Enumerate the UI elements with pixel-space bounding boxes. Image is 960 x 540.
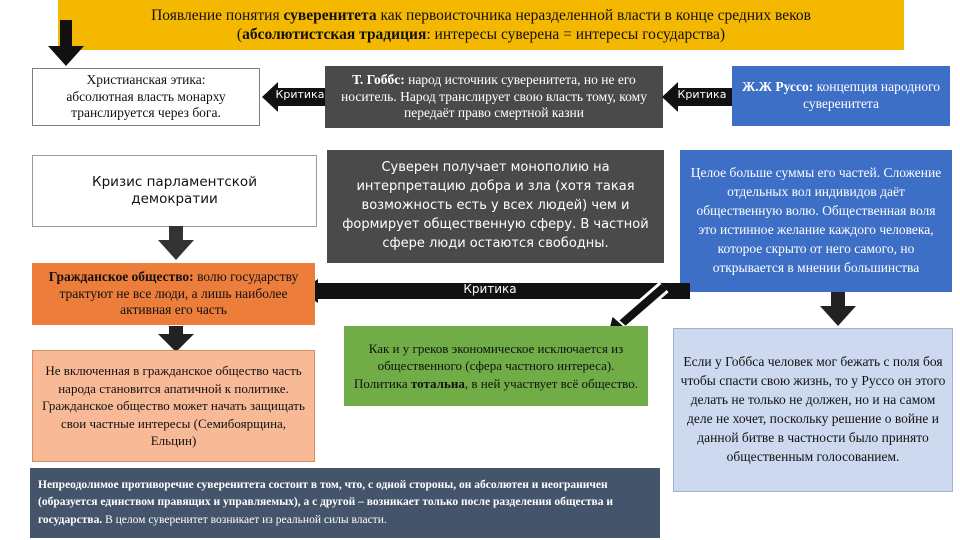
whole-sum-box (680, 150, 952, 292)
conclusion-box (30, 468, 660, 538)
civil-society-box (32, 263, 315, 325)
parliament-crisis-text: Кризис парламентской демократии (92, 174, 257, 207)
arrow-down-icon (158, 226, 194, 262)
sovereign-monopoly-text: Суверен получает монополию на интерпретацию добра и зла (хотя такая возможность есть у всех людей) чем и формирует общественную сферу. В частной сфере люди остаются свободны. (342, 160, 649, 251)
whole-sum-text: Целое больше суммы его частей. Сложение отдельных вол индивидов даёт общественную волю. Общественная воля это истинное желание каждого человека, которое скрыто от него самого, но открывается в мнении большинства (690, 165, 942, 275)
critique-label-1: Критика (275, 88, 325, 101)
arrow-down-icon (48, 20, 84, 68)
rousseau-text: Ж.Ж Руссо: концепция народного суверенитета (741, 79, 941, 111)
greeks-box (344, 326, 648, 406)
civil-society-text: Гражданское общество: волю государству трактуют не все люди, а лишь наиболее активная его часть (48, 268, 299, 318)
critique-label-3: Критика (463, 282, 517, 296)
not-included-text: Не включенная в гражданское общество часть народа становится апатичной к политике. Гражданское общество может начать защищать свои частные интересы (Семибоярщина, Ельцин) (42, 363, 305, 449)
greeks-text: Как и у греков экономическое исключается из общественного (сфера частного интереса). Политика тотальна, в ней участвует всё общество. (354, 340, 638, 391)
rousseau-box (732, 66, 950, 126)
hobbes-vs-rousseau-box (673, 328, 953, 492)
parliament-crisis-box (32, 155, 317, 227)
critique-label-2: Критика (677, 88, 727, 101)
sovereign-monopoly-box (327, 150, 664, 263)
title-line-1: Появление понятия суверенитета как первоисточника неразделенной власти в конце средних веков (151, 6, 811, 24)
title-line-2: (абсолютистская традиция: интересы суверена = интересы государства) (236, 26, 726, 43)
title-box (58, 0, 904, 50)
hobbes-text: Т. Гоббс: народ источник суверенитета, но не его носитель. Народ транслирует свою власть тому, кому передаёт право смертной казни (341, 71, 647, 121)
not-included-box (32, 350, 315, 462)
christian-ethics-text: абсолютная власть монарху транслируется через бога. (66, 88, 226, 121)
arrow-down-icon (820, 292, 856, 328)
hobbes-vs-rousseau-text: Если у Гоббса человек мог бежать с поля боя чтобы спасти свою жизнь, то у Руссо он этого делать не только не должен, но и на самом деле не хочет, поскольку решение о войне и данной битве в частности было принято общественным голосованием. (680, 354, 946, 464)
conclusion-text: Непреодолимое противоречие суверенитета состоит в том, что, с одной стороны, он абсолютен и неограничен (образуется единством правящих и управляемых), а с другой – возникает только после разделения общества и государства. В целом суверенитет возникает из реальной силы власти. (38, 479, 614, 526)
hobbes-box (325, 66, 663, 128)
christian-ethics-heading: Христианская этика: (86, 71, 206, 87)
christian-ethics-box (32, 68, 260, 126)
